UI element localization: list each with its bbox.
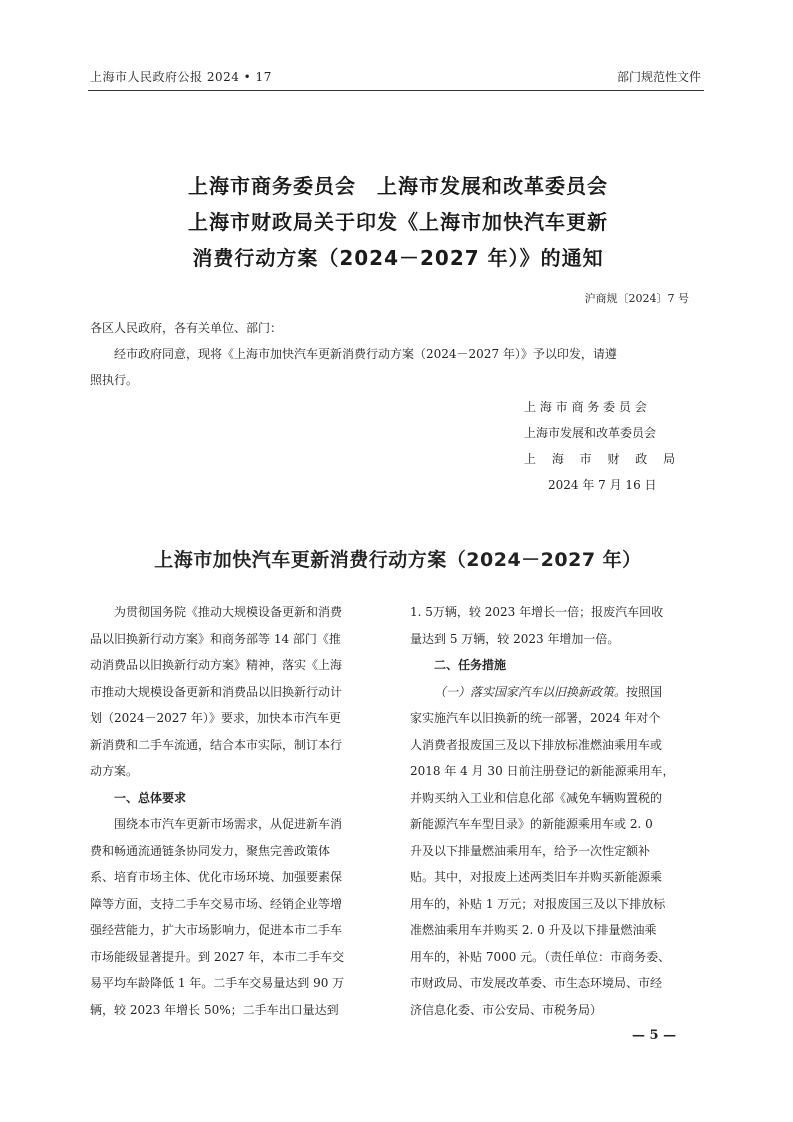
subsection-1-line: 并购买纳入工业和信息化部《减免车辆购置税的 — [410, 790, 663, 805]
header-category: 部门规范性文件 — [616, 70, 701, 84]
notice-body-line-1: 经市政府同意，现将《上海市加快汽车更新消费行动方案（2024－2027 年）》予以印发，请遵 — [114, 347, 617, 361]
right-column — [410, 599, 706, 1023]
signature-finance-bureau: 上 海 市 财 政 局 — [524, 452, 676, 466]
intro-line: 品以旧换新行动方案》和商务部等 14 部门《推 — [90, 631, 341, 646]
intro-line: 市推动大规模设备更新和消费品以旧换新行动计 — [90, 684, 343, 699]
notice-title-line-1: 上海市商务委员会 上海市发展和改革委员会 — [188, 174, 608, 198]
subsection-1-line: 人消费者报废国三及以下排放标准燃油乘用车或 — [410, 737, 663, 752]
continued-line: 1. 5万辆，较 2023 年增长一倍；报废汽车回收 — [410, 605, 664, 619]
left-column — [90, 599, 386, 1023]
section1-line: 障等方面，支持二手车交易市场、经销企业等增 — [90, 896, 343, 911]
section1-line: 市场能级显著提升。到 2027 年，本市二手车交 — [90, 949, 345, 964]
section1-line: 费和畅通流通链条协同发力，聚焦完善政策体 — [90, 843, 331, 858]
section-heading-task-measures: 二、任务措施 — [434, 658, 507, 672]
section1-line: 系、培育市场主体、优化市场环境、加强要素保 — [90, 870, 343, 884]
signature-commerce-commission: 上 海 市 商 务 委 员 会 — [524, 400, 647, 414]
document-number: 沪商规〔2024〕7 号 — [584, 292, 689, 305]
intro-line: 动消费品以旧换新行动方案》精神，落实《上海 — [90, 658, 343, 672]
subsection-1-line: 新能源汽车车型目录》的新能源乘用车或 2. 0 — [410, 817, 653, 831]
section-heading-general-requirements: 一、总体要求 — [114, 790, 187, 805]
signature-development-commission: 上海市发展和改革委员会 — [524, 426, 657, 440]
intro-line: 划（2024－2027 年）》要求，加快本市汽车更 — [90, 711, 341, 725]
addressee: 各区人民政府，各有关单位、部门： — [90, 321, 283, 335]
section1-line: 易平均车龄降低 1 年。二手车交易量达到 90 万 — [90, 976, 345, 990]
subsection-1-line: 升及以下排量燃油乘用车，给予一次性定额补 — [410, 843, 651, 858]
header-divider — [88, 90, 704, 91]
subsection-1-first-line — [410, 679, 706, 706]
subsection-1-line: 市财政局、市发展改革委、市生态环境局、市经 — [410, 976, 663, 990]
notice-title-line-3: 消费行动方案（2024－2027 年）》的通知 — [192, 246, 604, 270]
subsection-1-line: 家实施汽车以旧换新的统一部署，2024 年对个 — [410, 711, 661, 725]
intro-line: 动方案。 — [90, 764, 139, 778]
plan-title: 上海市加快汽车更新消费行动方案（2024－2027 年） — [154, 549, 642, 571]
header-publication: 上海市人民政府公报 2024 • 17 — [90, 70, 272, 84]
subsection-1-line: 济信息化委、市公安局、市税务局） — [410, 1002, 603, 1017]
signature-date: 2024 年 7 月 16 日 — [548, 478, 657, 492]
subsection-1-line: 准燃油乘用车并购买 2. 0 升及以下排量燃油乘 — [410, 923, 657, 937]
intro-line: 为贯彻国务院《推动大规模设备更新和消费 — [114, 605, 343, 619]
intro-line: 新消费和二手车流通，结合本市实际，制订本行 — [90, 737, 343, 752]
subsection-1-title: （一）落实国家汽车以旧换新政策。 — [434, 684, 627, 699]
subsection-1-line: 2018 年 4 月 30 日前注册登记的新能源乘用车， — [410, 764, 675, 778]
section1-line: 围绕本市汽车更新市场需求，从促进新车消 — [114, 817, 343, 831]
section1-line: 强经营能力，扩大市场影响力，促进本市二手车 — [90, 923, 343, 937]
subsection-1-first-line-rest: 按照国 — [626, 684, 663, 699]
page-number: — 5 — — [632, 1028, 677, 1043]
subsection-1-line: 用车的，补贴 7000 元。（责任单位：市商务委、 — [410, 949, 671, 964]
subsection-1-line: 贴。其中，对报废上述两类旧车并购买新能源乘 — [410, 870, 663, 884]
notice-body-line-2: 照执行。 — [90, 373, 139, 387]
notice-title-line-2: 上海市财政局关于印发《上海市加快汽车更新 — [188, 210, 608, 234]
section1-line: 辆，较 2023 年增长 50%；二手车出口量达到 — [90, 1002, 339, 1017]
continued-line: 量达到 5 万辆，较 2023 年增加一倍。 — [410, 631, 620, 646]
subsection-1-line: 用车的，补贴 1 万元；对报废国三及以下排放标 — [410, 896, 666, 911]
